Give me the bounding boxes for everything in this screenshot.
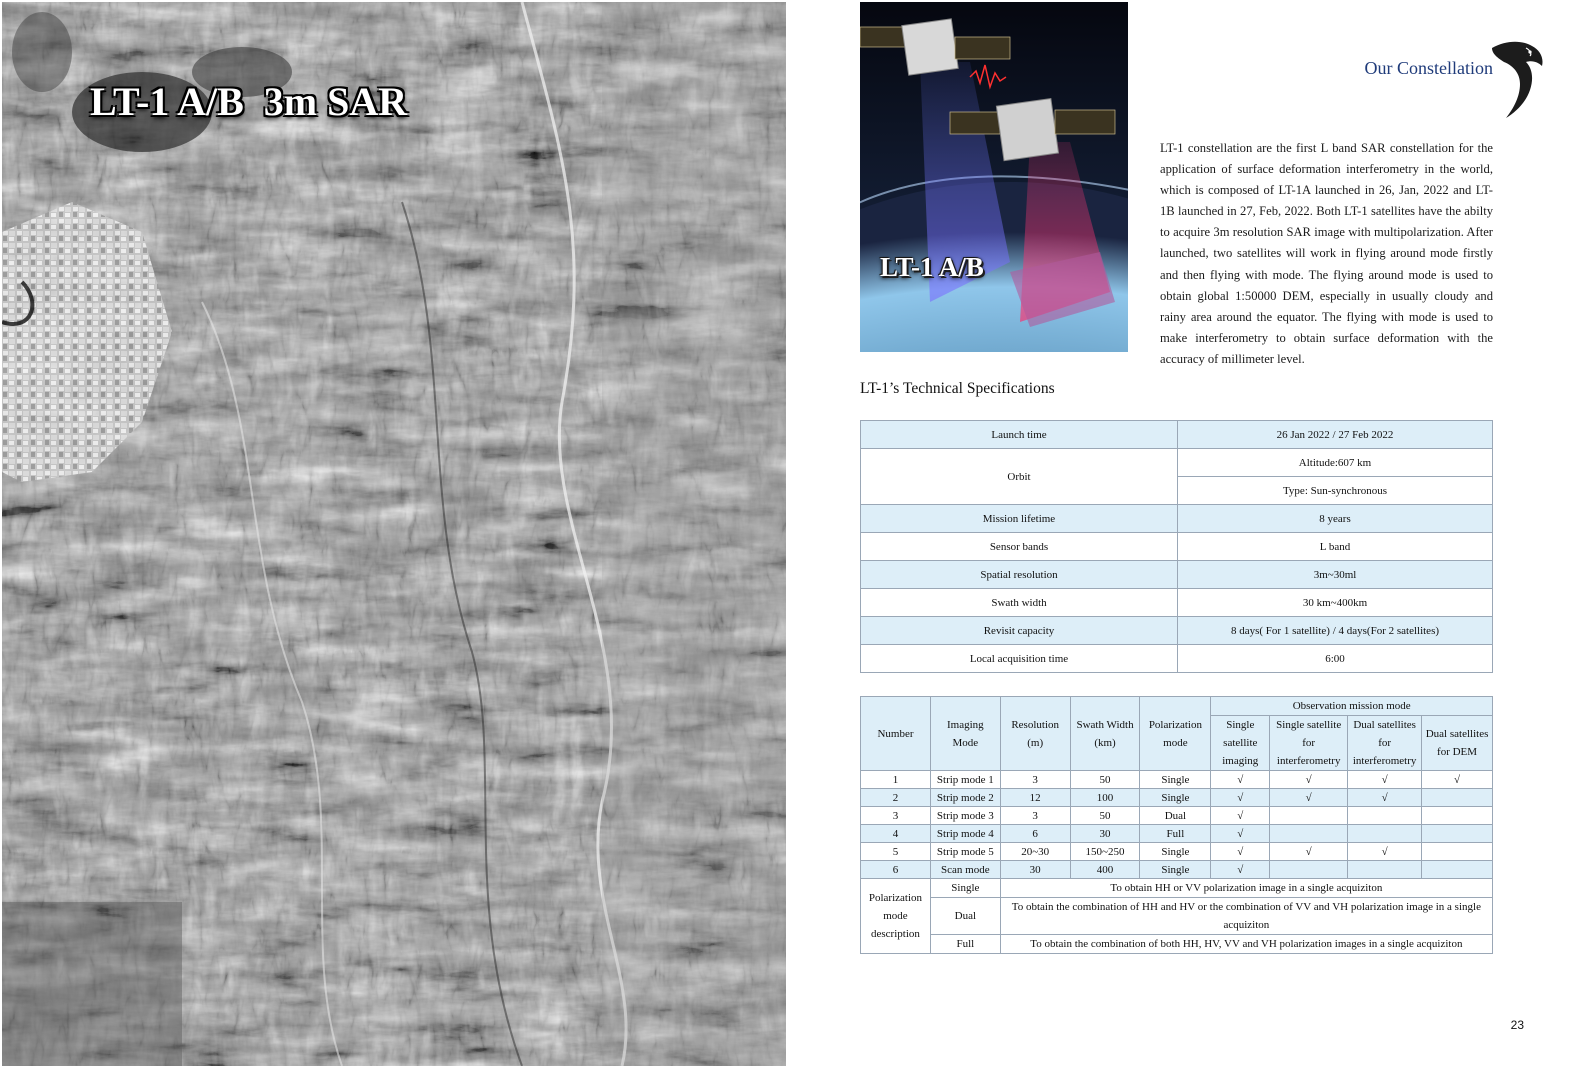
imaging-modes-table bbox=[860, 696, 1493, 954]
cell-mode: Strip mode 3 bbox=[930, 807, 1000, 825]
spec-value: 26 Jan 2022 / 27 Feb 2022 bbox=[1178, 421, 1493, 449]
polarization-desc-name: Dual bbox=[930, 898, 1000, 935]
table-row bbox=[861, 843, 1493, 861]
cell-swath: 150~250 bbox=[1070, 843, 1140, 861]
header-single-interferometry: Single satellite for interferometry bbox=[1270, 716, 1348, 771]
cell-check: √ bbox=[1348, 843, 1422, 861]
polarization-desc-name: Full bbox=[930, 935, 1000, 954]
modes-header-row bbox=[861, 697, 1493, 716]
cell-check: √ bbox=[1211, 789, 1270, 807]
header-single-imaging: Single satellite imaging bbox=[1211, 716, 1270, 771]
header-imaging-mode: Imaging Mode bbox=[930, 697, 1000, 771]
spec-row-swath-width bbox=[861, 589, 1493, 617]
cell-number: 6 bbox=[861, 861, 931, 879]
spec-value: 30 km~400km bbox=[1178, 589, 1493, 617]
sar-terrain-graphic bbox=[2, 2, 786, 1066]
intro-paragraph: LT-1 constellation are the first L band SAR constellation for the application of surface deformation interferometry in the world, which is composed of LT-1A launched in 26, Jan, 2022 and LT-1B launched in 27, Feb, 2022. Both LT-1 satellites have the abilty to acquire 3m resolution SAR image with multipolarization. After launched, two satellites will work in flying around mode firstly and then flying with mode. The flying around mode is used to obtain global 1:50000 DEM, especially in usually cloudy and rainy area around the equator. The flying with mode is used to make interferometry to obtain surface deformation with the accuracy of millimeter level. bbox=[1160, 141, 1493, 366]
cell-number: 5 bbox=[861, 843, 931, 861]
spec-value: 3m~30ml bbox=[1178, 561, 1493, 589]
spec-row-local-acquisition-time bbox=[861, 645, 1493, 673]
cell-mode: Strip mode 4 bbox=[930, 825, 1000, 843]
cell-check: √ bbox=[1270, 789, 1348, 807]
cell-check: √ bbox=[1348, 789, 1422, 807]
polarization-desc-label: Polarization mode description bbox=[861, 879, 931, 954]
table-row bbox=[861, 771, 1493, 789]
spec-value: 8 years bbox=[1178, 505, 1493, 533]
header-dual-dem: Dual satellites for DEM bbox=[1422, 716, 1493, 771]
spec-value: Altitude:607 km bbox=[1178, 449, 1493, 477]
spec-row-orbit bbox=[861, 449, 1493, 477]
cell-check bbox=[1422, 861, 1493, 879]
cell-swath: 100 bbox=[1070, 789, 1140, 807]
cell-polarization: Single bbox=[1140, 843, 1211, 861]
cell-check bbox=[1270, 861, 1348, 879]
spec-label: Sensor bands bbox=[861, 533, 1178, 561]
table-row bbox=[861, 825, 1493, 843]
cell-check: √ bbox=[1211, 861, 1270, 879]
cell-check bbox=[1422, 789, 1493, 807]
cell-check: √ bbox=[1270, 771, 1348, 789]
cell-check: √ bbox=[1270, 843, 1348, 861]
cell-check: √ bbox=[1211, 843, 1270, 861]
spec-table bbox=[860, 420, 1493, 673]
cell-swath: 50 bbox=[1070, 771, 1140, 789]
cell-check: √ bbox=[1211, 807, 1270, 825]
cell-resolution: 12 bbox=[1000, 789, 1070, 807]
spec-row-launch-time bbox=[861, 421, 1493, 449]
cell-check: √ bbox=[1348, 771, 1422, 789]
cell-check bbox=[1348, 825, 1422, 843]
header-swath-width: Swath Width (km) bbox=[1070, 697, 1140, 771]
cell-polarization: Single bbox=[1140, 789, 1211, 807]
spec-row-spatial-resolution bbox=[861, 561, 1493, 589]
cell-mode: Strip mode 1 bbox=[930, 771, 1000, 789]
cell-check bbox=[1348, 807, 1422, 825]
spec-row-mission-lifetime bbox=[861, 505, 1493, 533]
cell-check bbox=[1422, 807, 1493, 825]
spec-label: Mission lifetime bbox=[861, 505, 1178, 533]
satellite-image-label: LT-1 A/B bbox=[880, 252, 984, 282]
table-row bbox=[861, 807, 1493, 825]
cell-resolution: 30 bbox=[1000, 861, 1070, 879]
cell-resolution: 20~30 bbox=[1000, 843, 1070, 861]
cell-resolution: 6 bbox=[1000, 825, 1070, 843]
polarization-desc-text: To obtain the combination of HH and HV or the combination of VV and VH polarization image in a single acquiziton bbox=[1000, 898, 1492, 935]
page-number: 23 bbox=[1510, 1018, 1524, 1032]
cell-polarization: Single bbox=[1140, 771, 1211, 789]
table-row bbox=[861, 789, 1493, 807]
polarization-desc-row-dual bbox=[861, 898, 1493, 935]
header-observation-mode: Observation mission mode bbox=[1211, 697, 1493, 716]
header-number: Number bbox=[861, 697, 931, 771]
polarization-desc-text: To obtain HH or VV polarization image in a single acquiziton bbox=[1000, 879, 1492, 898]
header-dual-interferometry: Dual satellites for interferometry bbox=[1348, 716, 1422, 771]
cell-number: 4 bbox=[861, 825, 931, 843]
cell-resolution: 3 bbox=[1000, 771, 1070, 789]
cell-resolution: 3 bbox=[1000, 807, 1070, 825]
cell-mode: Scan mode bbox=[930, 861, 1000, 879]
header-polarization: Polarization mode bbox=[1140, 697, 1211, 771]
cell-polarization: Full bbox=[1140, 825, 1211, 843]
sar-image bbox=[2, 2, 786, 1066]
cell-mode: Strip mode 2 bbox=[930, 789, 1000, 807]
spec-row-revisit-capacity bbox=[861, 617, 1493, 645]
cell-swath: 30 bbox=[1070, 825, 1140, 843]
polarization-desc-text: To obtain the combination of both HH, HV, VV and VH polarization images in a single acquiziton bbox=[1000, 935, 1492, 954]
table-row bbox=[861, 861, 1493, 879]
cell-polarization: Single bbox=[1140, 861, 1211, 879]
section-title: Our Constellation bbox=[1364, 58, 1493, 78]
cell-check: √ bbox=[1211, 771, 1270, 789]
cell-check bbox=[1422, 825, 1493, 843]
polarization-desc-name: Single bbox=[930, 879, 1000, 898]
cell-mode: Strip mode 5 bbox=[930, 843, 1000, 861]
spec-label: Orbit bbox=[861, 449, 1178, 505]
spec-value: Type: Sun-synchronous bbox=[1178, 477, 1493, 505]
cell-check bbox=[1348, 861, 1422, 879]
spec-row-sensor-bands bbox=[861, 533, 1493, 561]
cell-swath: 400 bbox=[1070, 861, 1140, 879]
cell-number: 3 bbox=[861, 807, 931, 825]
cell-polarization: Dual bbox=[1140, 807, 1211, 825]
spec-label: Revisit capacity bbox=[861, 617, 1178, 645]
spec-label: Local acquisition time bbox=[861, 645, 1178, 673]
satellite-graphic bbox=[860, 2, 1128, 352]
spec-value: L band bbox=[1178, 533, 1493, 561]
bird-logo-icon bbox=[1486, 36, 1548, 122]
specs-heading: LT-1’s Technical Specifications bbox=[860, 380, 1055, 397]
satellite-illustration bbox=[860, 2, 1128, 352]
cell-swath: 50 bbox=[1070, 807, 1140, 825]
cell-check bbox=[1270, 825, 1348, 843]
spec-value: 8 days( For 1 satellite) / 4 days(For 2 satellites) bbox=[1178, 617, 1493, 645]
polarization-desc-row-single bbox=[861, 879, 1493, 898]
spec-label: Launch time bbox=[861, 421, 1178, 449]
spec-label: Spatial resolution bbox=[861, 561, 1178, 589]
cell-check bbox=[1422, 843, 1493, 861]
cell-check bbox=[1270, 807, 1348, 825]
spec-value: 6:00 bbox=[1178, 645, 1493, 673]
polarization-desc-row-full bbox=[861, 935, 1493, 954]
cell-number: 1 bbox=[861, 771, 931, 789]
spec-label: Swath width bbox=[861, 589, 1178, 617]
cell-check: √ bbox=[1422, 771, 1493, 789]
sar-image-title: LT-1 A/B 3m SAR bbox=[90, 79, 408, 124]
header-resolution: Resolution (m) bbox=[1000, 697, 1070, 771]
cell-number: 2 bbox=[861, 789, 931, 807]
cell-check: √ bbox=[1211, 825, 1270, 843]
